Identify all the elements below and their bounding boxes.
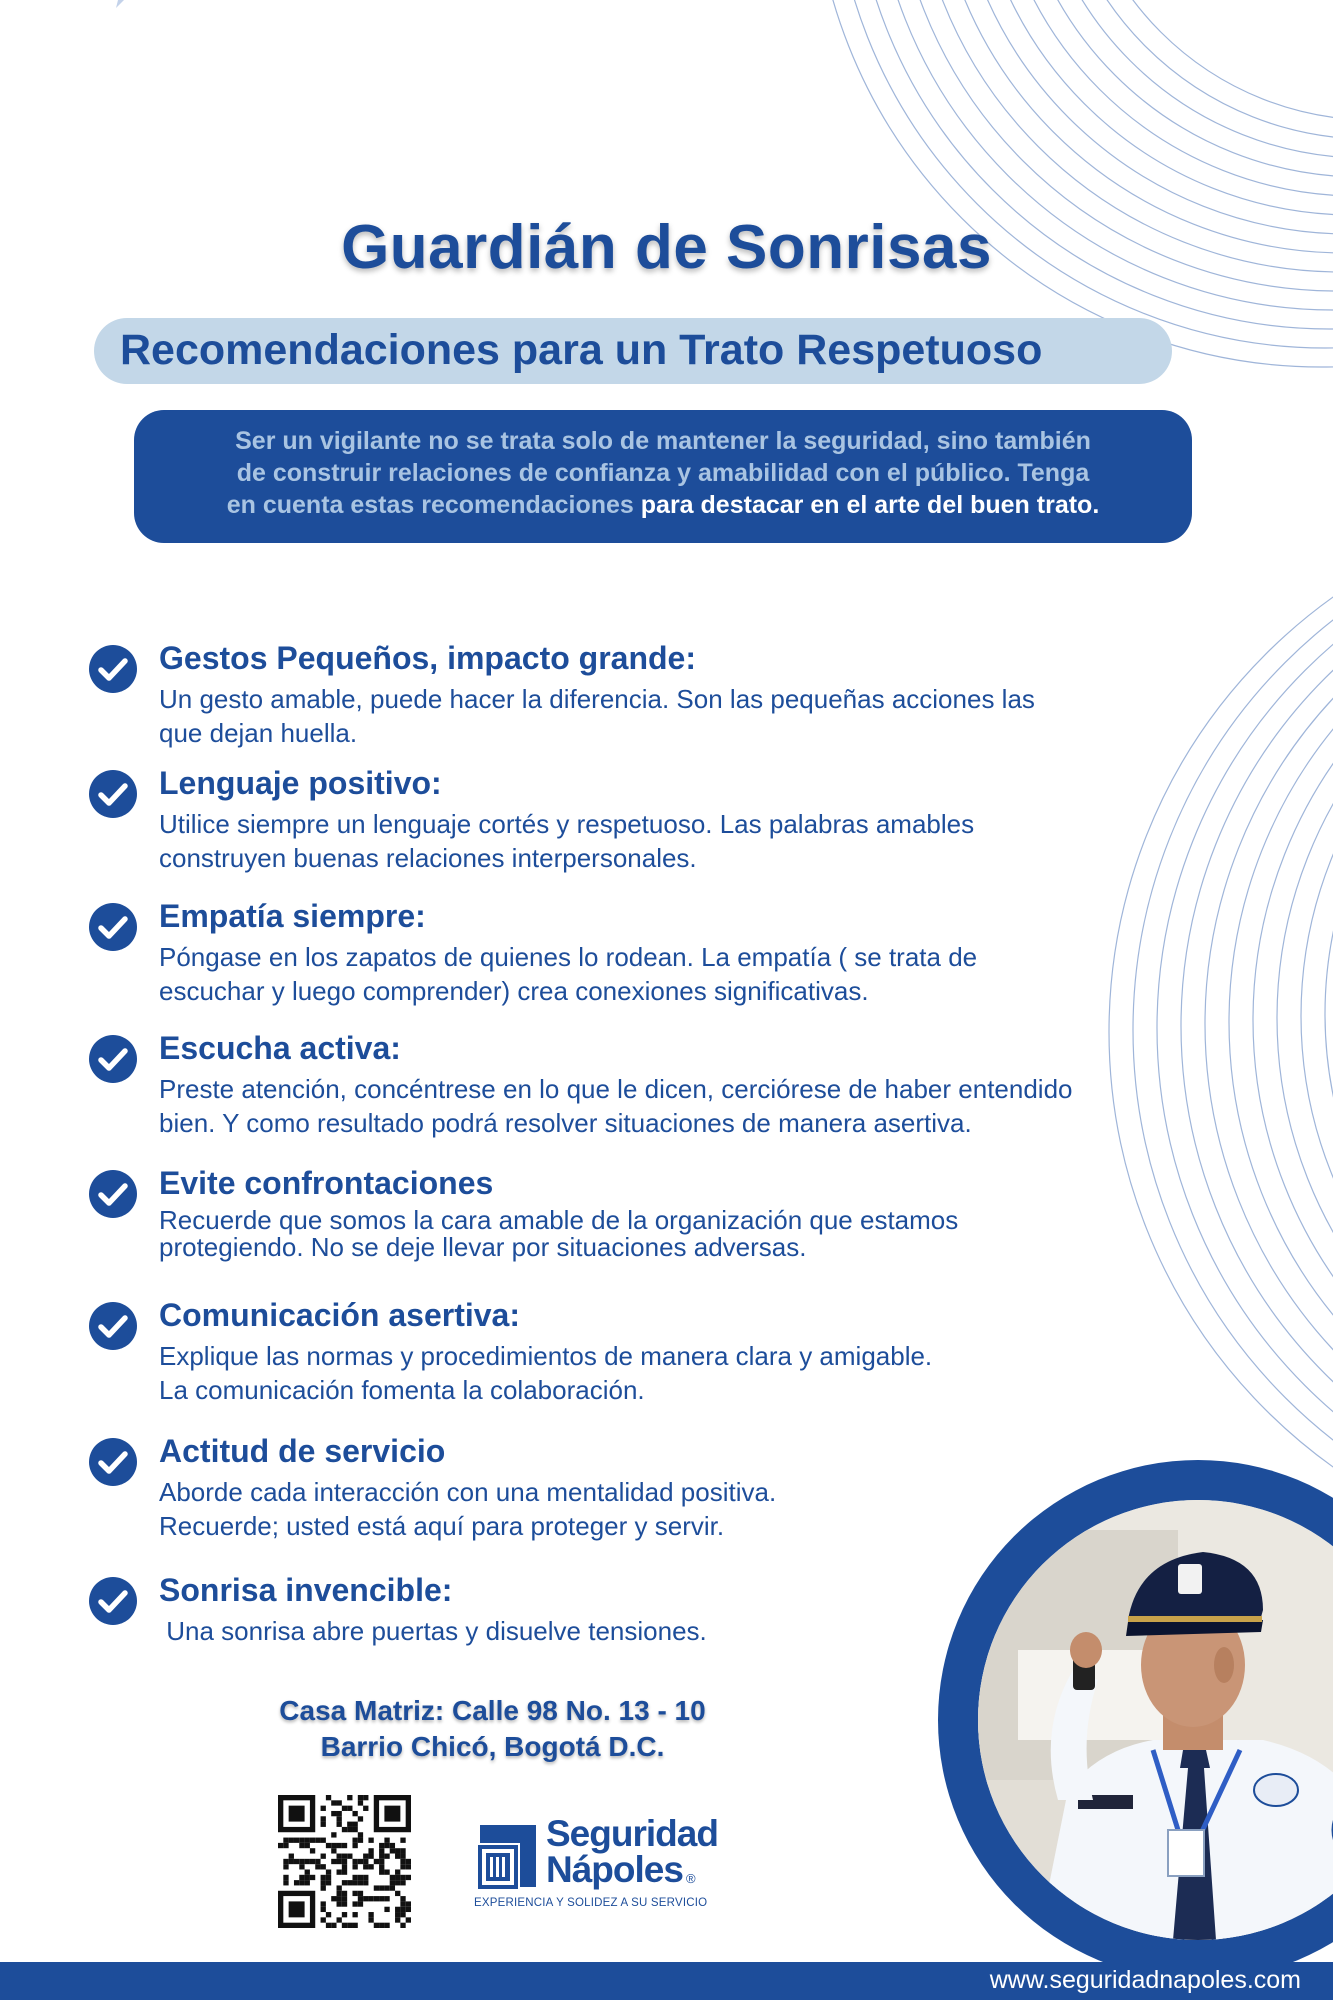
- logo-tagline: EXPERIENCIA Y SOLIDEZ A SU SERVICIO: [474, 1897, 708, 1909]
- recommendation-title: Lenguaje positivo:: [159, 765, 442, 801]
- description-line: Un gesto amable, puede hacer la diferencia. Son las pequeñas acciones las: [159, 684, 1035, 714]
- recommendation-title: Actitud de servicio: [159, 1433, 446, 1469]
- recommendation-title: Sonrisa invencible:: [159, 1572, 453, 1608]
- description-line: construyen buenas relaciones interpersonales.: [159, 843, 697, 873]
- logo-mark-icon: [474, 1817, 544, 1891]
- intro-text: en cuenta estas recomendaciones: [226, 491, 641, 519]
- recommendation-title: Escucha activa:: [159, 1030, 401, 1066]
- description-line: Póngase en los zapatos de quienes lo rodean. La empatía ( se trata de: [159, 942, 978, 972]
- description-line: bien. Y como resultado podrá resolver situaciones de manera asertiva.: [159, 1108, 972, 1138]
- description-line: Aborde cada interacción con una mentalidad positiva.: [159, 1477, 777, 1507]
- address-line: Casa Matriz: Calle 98 No. 13 - 10: [279, 1695, 706, 1726]
- address-line: Barrio Chicó, Bogotá D.C.: [320, 1731, 665, 1762]
- guard-photo: [978, 1500, 1333, 1940]
- description-line: Una sonrisa abre puertas y disuelve tensiones.: [159, 1616, 707, 1646]
- check-circle-icon: [88, 1301, 138, 1351]
- guard-illustration-icon: [978, 1500, 1333, 1940]
- description-line: Recuerde que somos la cara amable de la organización que estamos: [159, 1205, 959, 1235]
- logo-registered: ®: [686, 1871, 696, 1886]
- intro-line: [154, 489, 1172, 521]
- recommendation-description: [159, 682, 1199, 750]
- intro-box: [134, 410, 1192, 543]
- intro-highlight: para destacar en el arte del buen trato.: [640, 491, 1100, 519]
- description-line: Utilice siempre un lenguaje cortés y respetuoso. Las palabras amables: [159, 809, 975, 839]
- check-circle-icon: [88, 902, 138, 952]
- address: [0, 1693, 985, 1765]
- check-circle-icon: [88, 1034, 138, 1084]
- recommendation-description: [159, 1207, 1199, 1261]
- intro-line: de construir relaciones de confianza y amabilidad con el público. Tenga: [236, 459, 1090, 487]
- check-circle-icon: [88, 1576, 138, 1626]
- recommendation-title: Comunicación asertiva:: [159, 1297, 520, 1333]
- company-logo: [474, 1815, 724, 1915]
- description-line: La comunicación fomenta la colaboración.: [159, 1375, 645, 1405]
- logo-name: Nápoles: [546, 1849, 683, 1890]
- check-circle-icon: [88, 769, 138, 819]
- page-subtitle: Recomendaciones para un Trato Respetuoso: [120, 326, 1043, 374]
- recommendation-description: [159, 1072, 1199, 1140]
- description-line: escuchar y luego comprender) crea conexiones significativas.: [159, 976, 869, 1006]
- page-title: Guardián de Sonrisas: [341, 213, 992, 282]
- recommendation-description: [159, 1339, 1199, 1407]
- description-line: Preste atención, concéntrese en lo que le dicen, cerciórese de haber entendido: [159, 1074, 1073, 1104]
- recommendation-description: [159, 807, 1199, 875]
- recommendation-description: [159, 940, 1199, 1008]
- description-line: Recuerde; usted está aquí para proteger y servir.: [159, 1511, 725, 1541]
- logo-name: Seguridad: [546, 1813, 718, 1854]
- qr-code-icon[interactable]: [278, 1795, 411, 1928]
- intro-line: Ser un vigilante no se trata solo de mantener la seguridad, sino también: [235, 427, 1091, 455]
- description-line: protegiendo. No se deje llevar por situaciones adversas.: [159, 1232, 807, 1262]
- check-circle-icon: [88, 1169, 138, 1219]
- description-line: Explique las normas y procedimientos de manera clara y amigable.: [159, 1341, 933, 1371]
- description-line: que dejan huella.: [159, 718, 358, 748]
- recommendation-title: Empatía siempre:: [159, 898, 426, 934]
- check-circle-icon: [88, 1437, 138, 1487]
- recommendation-title: Evite confrontaciones: [159, 1165, 494, 1201]
- website-link[interactable]: www.seguridadnapoles.com: [989, 1966, 1301, 1994]
- recommendation-title: Gestos Pequeños, impacto grande:: [159, 640, 696, 676]
- check-circle-icon: [88, 644, 138, 694]
